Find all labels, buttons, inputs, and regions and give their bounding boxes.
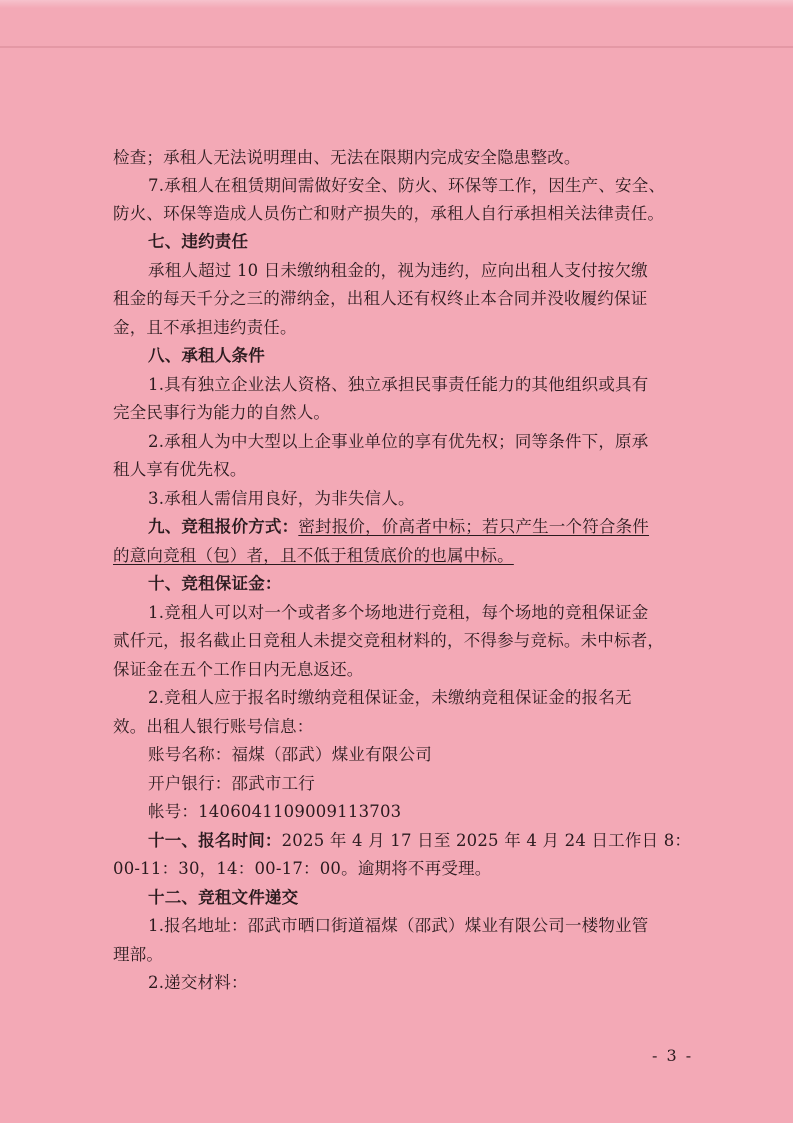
section-heading-with-text — [148, 829, 691, 853]
text-line: 承租人超过 10 日未缴纳租金的，视为违约，应向出租人支付按欠缴 — [148, 261, 648, 280]
section-heading: 八、承租人条件 — [148, 346, 265, 365]
text-line: 贰仟元，报名截止日竞租人未提交竞租材料的，不得参与竞标。未中标者， — [113, 631, 665, 650]
text-line: 1.报名地址：邵武市晒口街道福煤（邵武）煤业有限公司一楼物业管 — [148, 916, 649, 935]
underlined-text: 密封报价，价高者中标；若只产生一个符合条件 — [298, 517, 650, 536]
text-line: 理部。 — [113, 945, 164, 964]
text-line: 2.竞租人应于报名时缴纳竞租保证金，未缴纳竞租保证金的报名无 — [148, 688, 632, 707]
text-line: 保证金在五个工作日内无息返还。 — [113, 660, 364, 679]
registration-time: 2025 年 4 月 17 日至 2025 年 4 月 24 日工作日 8： — [281, 831, 692, 850]
page-number: - 3 - — [652, 1046, 694, 1065]
text-line: 1.竞租人可以对一个或者多个场地进行竞租，每个场地的竞租保证金 — [148, 603, 649, 622]
section-label: 十一、报名时间： — [148, 831, 282, 850]
text-line: 防火、环保等造成人员伤亡和财产损失的，承租人自行承担相关法律责任。 — [113, 204, 665, 223]
text-line: 完全民事行为能力的自然人。 — [113, 403, 331, 422]
text-line: 租人享有优先权。 — [113, 460, 247, 479]
text-line: 2.承租人为中大型以上企事业单位的享有优先权；同等条件下，原承 — [148, 432, 649, 451]
bank-account-number: 帐号：1406041109009113703 — [148, 802, 402, 821]
section-label: 九、竞租报价方式： — [148, 517, 299, 536]
bank-account-name: 账号名称：福煤（邵武）煤业有限公司 — [148, 745, 432, 764]
section-heading: 七、违约责任 — [148, 232, 249, 251]
section-heading-with-text — [148, 515, 649, 539]
text-line: 00-11：30，14：00-17：00。逾期将不再受理。 — [113, 859, 492, 878]
text-line: 2.递交材料： — [148, 973, 248, 992]
text-line: 1.具有独立企业法人资格、独立承担民事责任能力的其他组织或具有 — [148, 375, 649, 394]
bank-name: 开户银行：邵武市工行 — [148, 774, 315, 793]
text-line: 租金的每天千分之三的滞纳金，出租人还有权终止本合同并没收履约保证 — [113, 289, 648, 308]
section-heading: 十、竞租保证金： — [148, 574, 282, 593]
text-line: 效。出租人银行账号信息： — [113, 717, 314, 736]
section-heading: 十二、竞租文件递交 — [148, 888, 299, 907]
text-line: 金，且不承担违约责任。 — [113, 318, 297, 337]
underlined-text-line: 的意向竞租（包）者，且不低于租赁底价的也属中标。 — [113, 546, 514, 565]
text-line: 7.承租人在租赁期间需做好安全、防火、环保等工作，因生产、安全、 — [148, 176, 666, 195]
text-line: 3.承租人需信用良好，为非失信人。 — [148, 489, 415, 508]
text-line: 检查；承租人无法说明理由、无法在限期内完成安全隐患整改。 — [113, 148, 581, 167]
